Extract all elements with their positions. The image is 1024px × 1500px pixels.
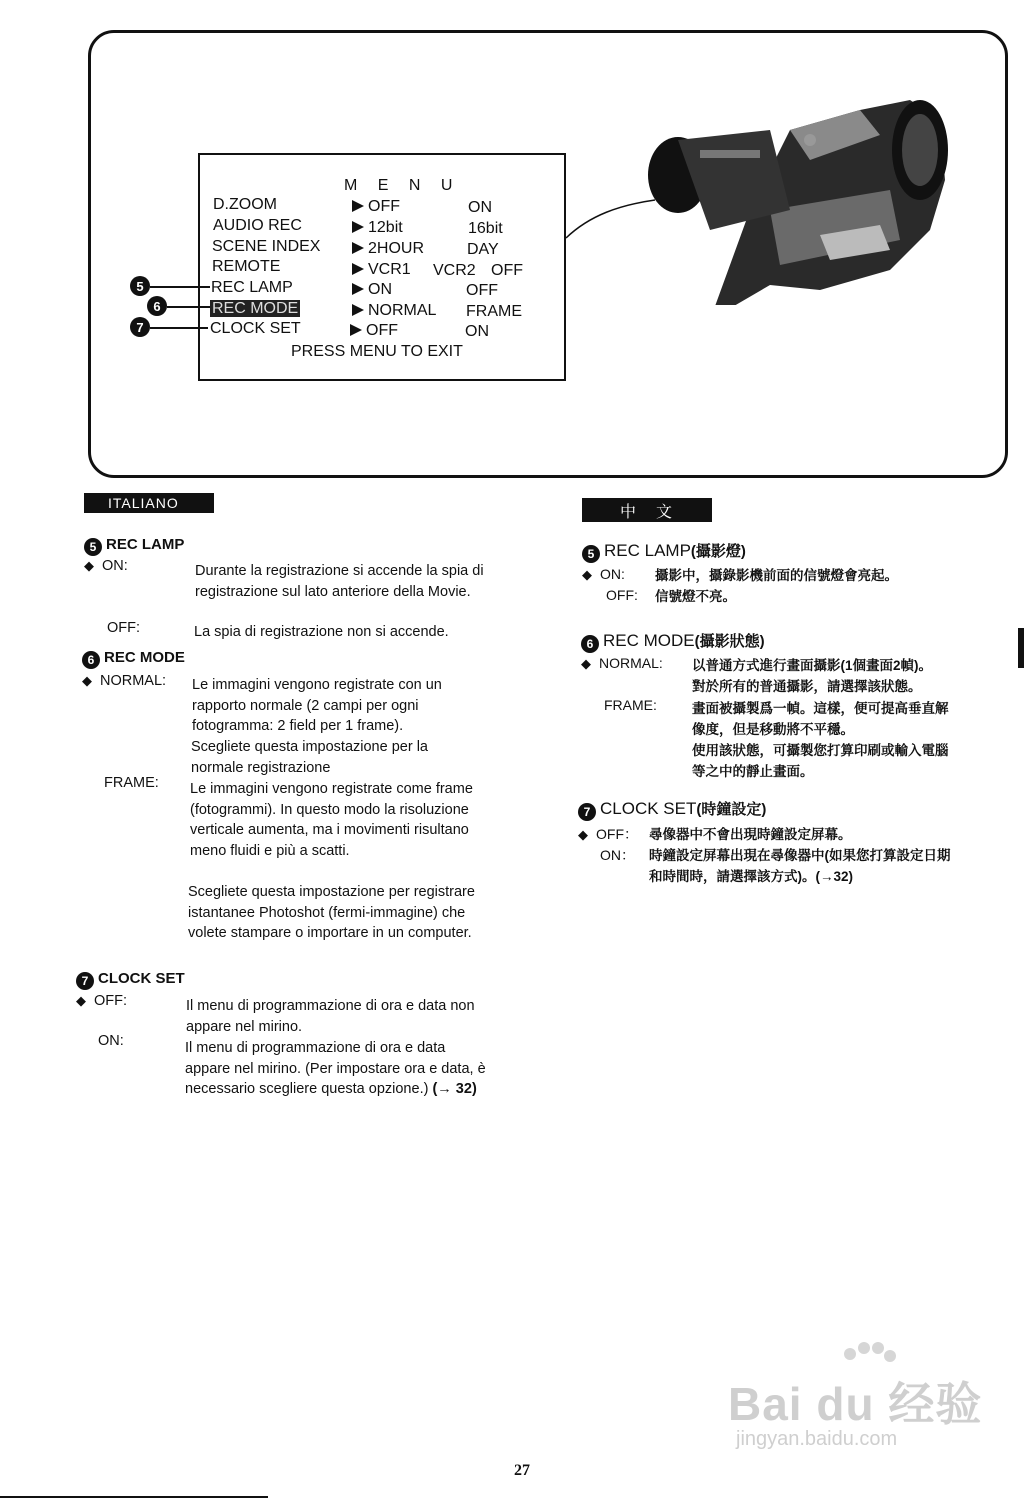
section-header-italiano: ITALIANO [84,493,214,513]
menu-option-lamp-off: OFF [466,282,498,299]
menu-item-clock-set: CLOCK SET [210,320,301,337]
it-rec-lamp-on-label: ◆ ON: [84,558,128,574]
menu-option-normal: NORMAL [352,302,436,320]
zh-clock-set-off-text: 尋像器中不會出現時鐘設定屏幕。 [649,827,852,842]
menu-option-vcr2: VCR2 [433,262,476,279]
arrow-right-icon [352,283,364,295]
zh-rec-mode-frame-label: FRAME: [604,697,657,713]
number-5-icon: 5 [582,545,600,563]
number-6-icon: 6 [581,635,599,653]
callout-6-leader [167,306,210,308]
callout-5: 5 [130,276,150,296]
arrow-right-icon [352,242,364,254]
section-header-chinese: 中 文 [582,498,712,522]
zh-rec-mode-frame-text1: 畫面被攝製爲一幀。這樣，便可提高垂直解 [692,701,949,716]
menu-option-dzoom-on: ON [468,199,492,216]
arrow-right-icon [352,304,364,316]
footer-rule [0,1496,268,1498]
number-6-icon: 6 [82,651,100,669]
it-clock-set-on-text: Il menu di programmazione di ora e data appare nel mirino. (Per impostare ora e data, è necessario scegliere questa opzione.) (→ 32) [185,1040,486,1097]
arrow-right-icon [352,221,364,233]
it-heading-clock-set: 7 CLOCK SET [76,970,185,990]
it-clock-set-off-label: ◆ OFF: [76,993,128,1009]
diamond-bullet-icon: ◆ [582,567,592,582]
zh-clock-set-on-text1: 時鐘設定屏幕出現在尋像器中(如果您打算設定日期 [649,848,951,863]
zh-rec-lamp-off-label: OFF: [606,587,638,603]
menu-item-rec-lamp: REC LAMP [211,279,293,296]
menu-option-lamp-on: ON [352,281,392,299]
menu-option-clock-off: OFF [350,322,398,340]
zh-heading-clock-set: 7 CLOCK SET(時鐘設定) [578,798,766,821]
menu-item-scene-index: SCENE INDEX [212,238,321,255]
it-rec-lamp-off-label: OFF: [107,620,141,636]
it-rec-mode-frame-label: FRAME: [104,775,159,791]
arrow-right-icon [352,263,364,275]
menu-item-rec-mode-highlighted: REC MODE [212,300,299,317]
menu-option-clock-on: ON [465,323,489,340]
watermark-brand: Bai du 经验 [728,1378,983,1430]
it-heading-rec-mode: 6 REC MODE [82,649,185,669]
it-clock-set-on-label: ON: [98,1033,124,1049]
zh-rec-lamp-on-label: ◆ ON: [582,566,625,582]
page-reference: (→ 32) [432,1081,477,1097]
zh-rec-mode-normal-label: ◆ NORMAL: [581,655,663,671]
callout-6: 6 [147,296,167,316]
page-edge-tab [1018,628,1024,668]
menu-item-dzoom: D.ZOOM [213,196,277,213]
menu-option-dzoom-off: OFF [352,198,400,216]
it-rec-mode-normal-text2: Scegliete questa impostazione per la normale registrazione [191,739,428,776]
it-rec-mode-normal-text1: Le immagini vengono registrate con un rapporto normale (2 campi per ogni fotogramma: 2 field per 1 frame). [192,677,442,734]
zh-rec-mode-frame-text2: 像度，但是移動將不平穩。 [692,722,854,737]
it-rec-mode-frame-text1: Le immagini vengono registrate come frame (fotogrammi). In questo modo la risoluzione verticale aumenta, ma i movimenti risultano meno fluidi e più a scatti. [190,781,473,859]
zh-rec-mode-normal-text2: 對於所有的普通攝影，請選擇該狀態。 [692,679,922,694]
menu-item-audio-rec: AUDIO REC [213,217,302,234]
it-rec-lamp-off-text: La spia di registrazione non si accende. [194,624,449,640]
it-heading-rec-lamp: 5 REC LAMP [84,536,184,556]
it-rec-mode-frame-text2: Scegliete questa impostazione per registrare istantanee Photoshot (fermi-immagine) che volete stampare o importare in un computer. [188,884,475,941]
zh-heading-rec-mode: 6 REC MODE(攝影狀態) [581,630,765,653]
zh-rec-mode-frame-text3: 使用該狀態，可攝製您打算印刷或輸入電腦 [692,743,949,758]
diamond-bullet-icon: ◆ [578,827,588,842]
arrow-right-icon [350,324,362,336]
number-5-icon: 5 [84,538,102,556]
menu-exit-hint: PRESS MENU TO EXIT [291,343,463,360]
zh-clock-set-on-label: ON： [600,847,635,863]
page-number: 27 [514,1462,530,1479]
arrow-right-icon [352,200,364,212]
watermark-url: jingyan.baidu.com [736,1428,898,1450]
camcorder-illustration [560,90,980,305]
menu-option-vcr1: VCR1 [352,261,411,279]
paw-icon [838,1340,898,1380]
menu-option-12bit: 12bit [352,219,403,237]
diamond-bullet-icon: ◆ [82,673,92,688]
menu-item-remote: REMOTE [212,258,281,275]
callout-7-leader [150,327,208,329]
it-clock-set-off-text: Il menu di programmazione di ora e data non appare nel mirino. [186,998,475,1035]
it-rec-lamp-on-text: Durante la registrazione si accende la spia di registrazione sul lato anteriore della Movie. [195,563,484,600]
zh-clock-set-off-label: ◆ OFF： [578,826,638,842]
number-7-icon: 7 [76,972,94,990]
zh-rec-lamp-off-text: 信號燈不亮。 [655,589,736,604]
zh-rec-mode-frame-text4: 等之中的靜止畫面。 [692,764,814,779]
menu-option-2hour: 2HOUR [352,240,424,258]
diamond-bullet-icon: ◆ [581,656,591,671]
menu-option-remote-off: OFF [491,262,523,279]
zh-heading-rec-lamp: 5 REC LAMP(攝影燈) [582,540,746,563]
zh-rec-mode-normal-text1: 以普通方式進行畫面攝影(1個畫面2幀)。 [692,658,933,673]
it-rec-mode-normal-label: ◆ NORMAL: [82,673,167,689]
menu-option-day: DAY [467,241,499,258]
zh-clock-set-on-text2: 和時間時，請選擇該方式)。(→32) [649,869,854,884]
zh-rec-lamp-on-text: 攝影中，攝錄影機前面的信號燈會亮起。 [655,568,898,583]
menu-title: M E N U [344,177,461,194]
callout-7: 7 [130,317,150,337]
menu-option-frame: FRAME [466,303,522,320]
menu-option-16bit: 16bit [468,220,503,237]
callout-5-leader [150,286,210,288]
diamond-bullet-icon: ◆ [84,558,94,573]
number-7-icon: 7 [578,803,596,821]
diamond-bullet-icon: ◆ [76,993,86,1008]
